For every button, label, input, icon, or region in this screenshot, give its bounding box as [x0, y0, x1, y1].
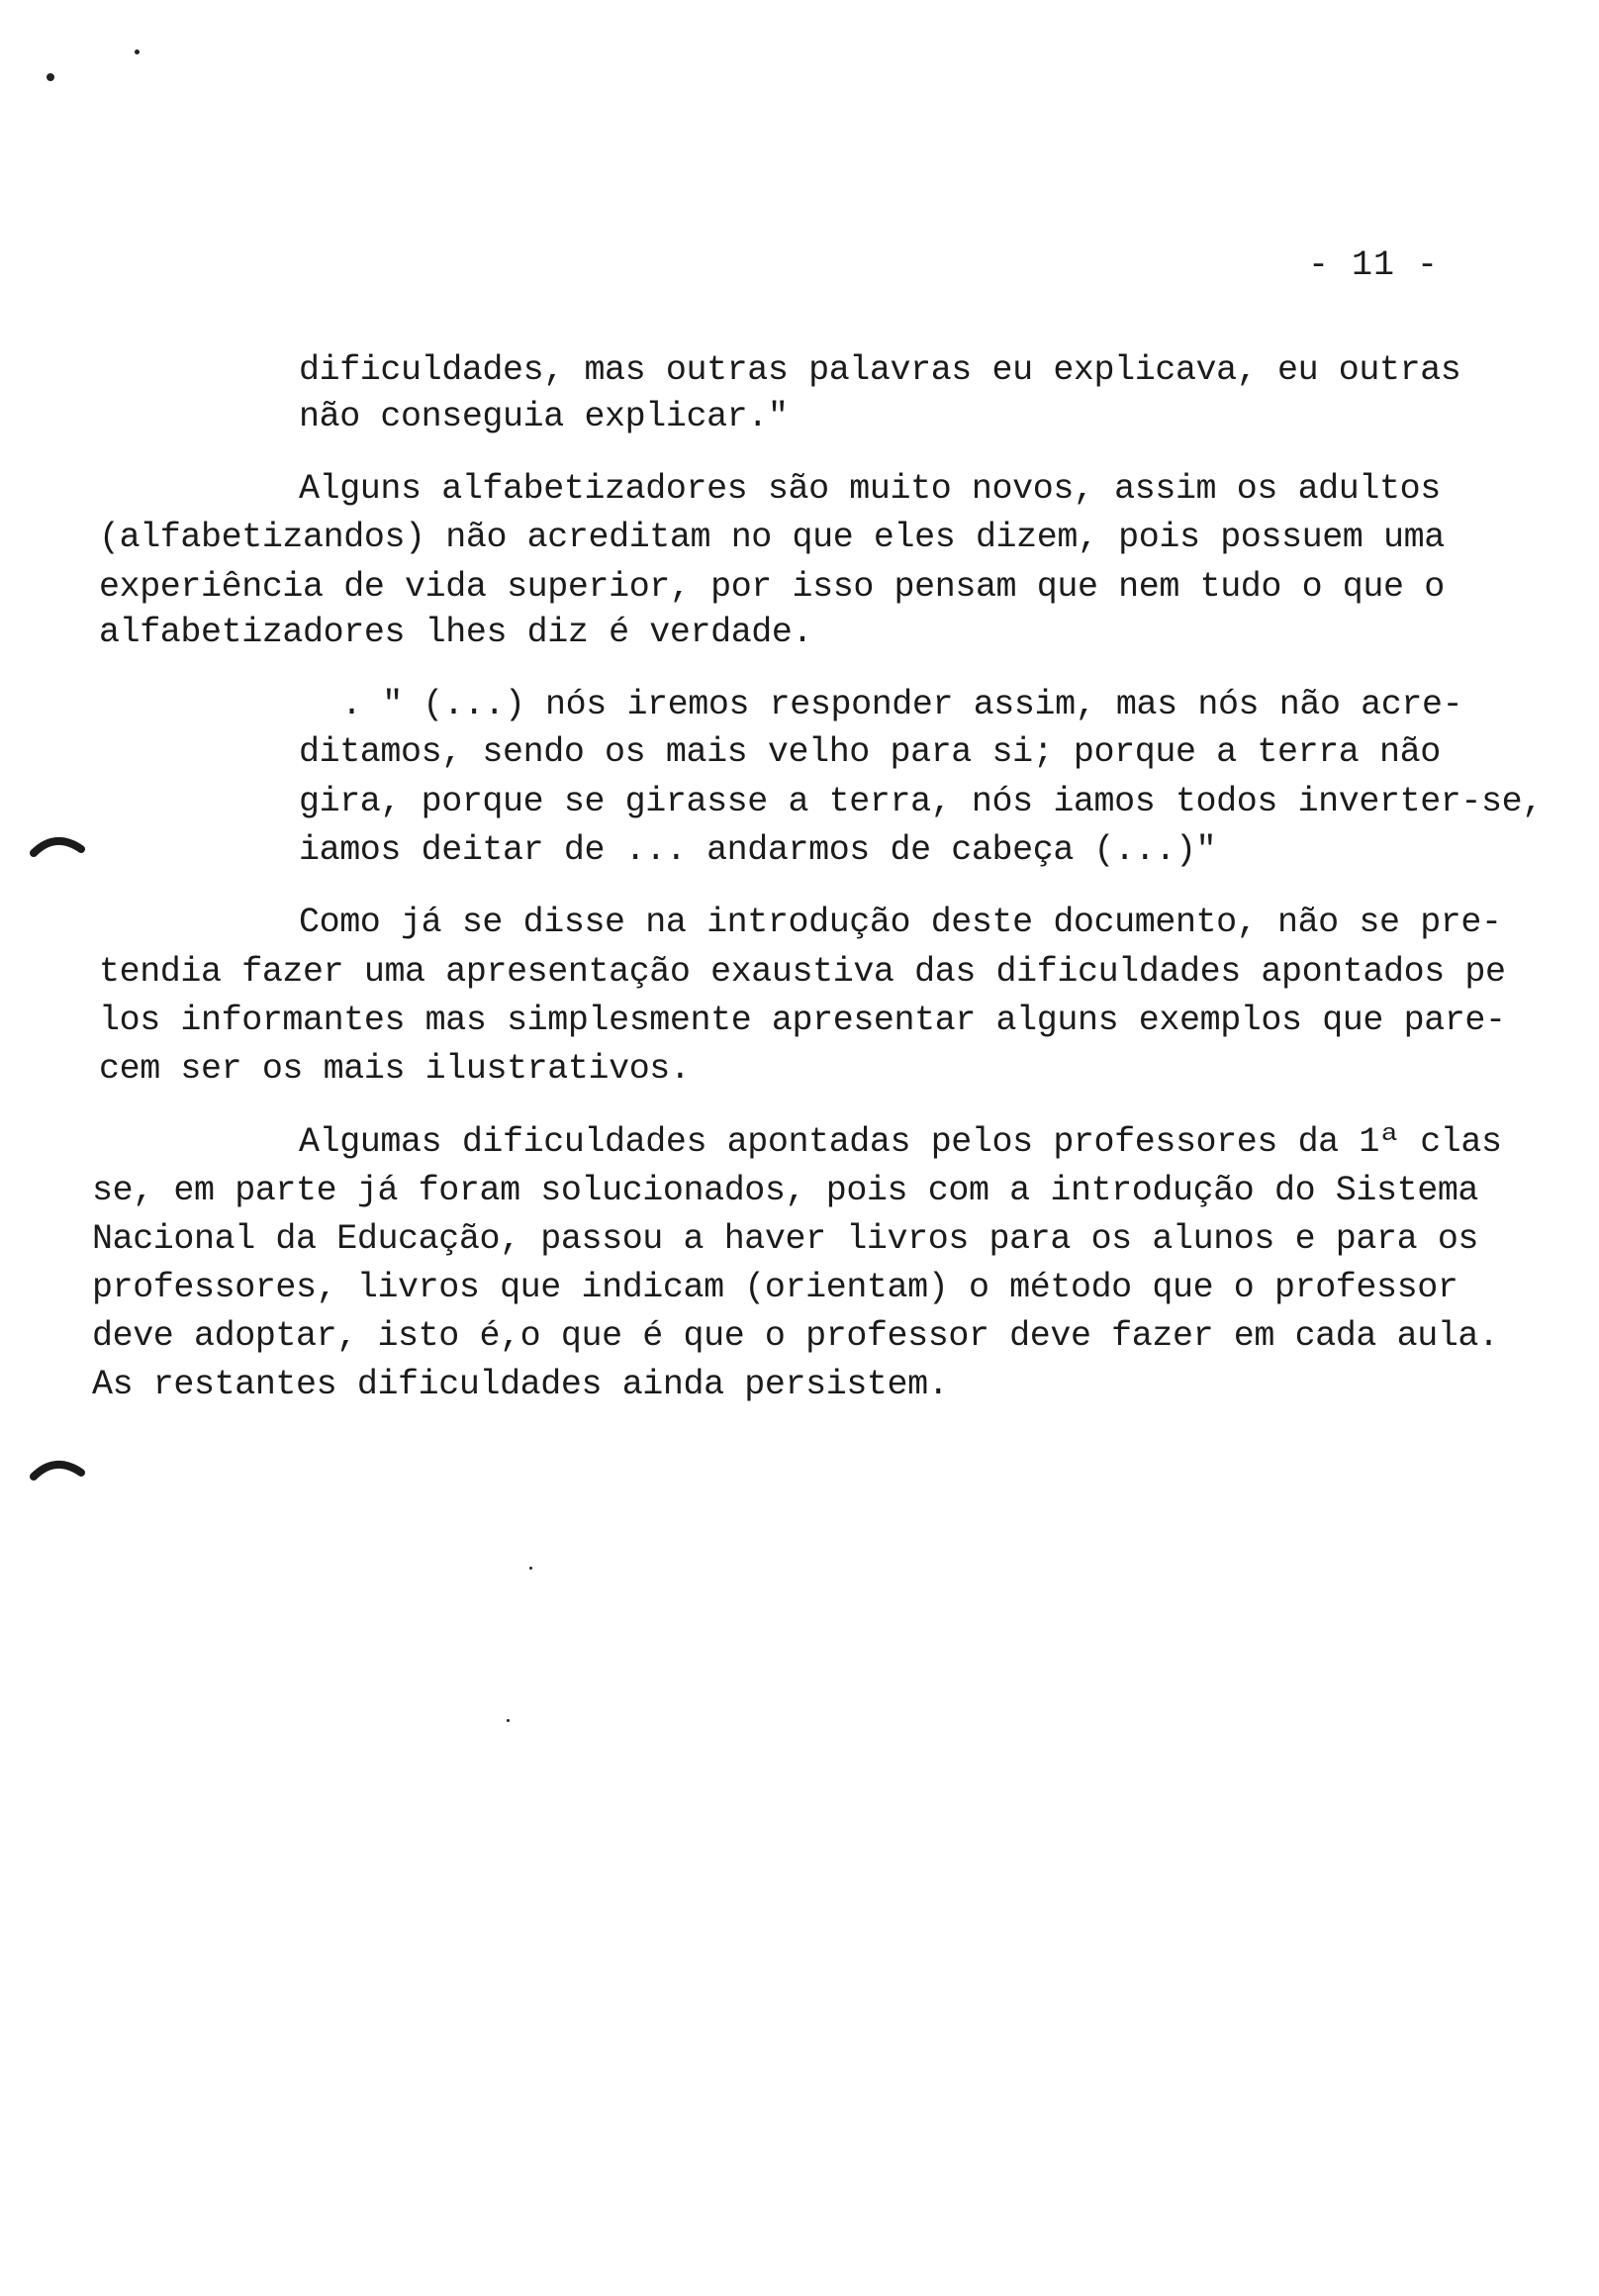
- page-number: - 11 -: [1308, 245, 1440, 285]
- paragraph-line: Como já se disse na introdução deste documento, não se pre-: [299, 903, 1502, 942]
- scan-speck: [529, 1567, 532, 1570]
- scan-speck: [507, 1719, 510, 1722]
- quote-line: gira, porque se girasse a terra, nós iamos todos inverter-se,: [299, 782, 1543, 821]
- quote-line: iamos deitar de ... andarmos de cabeça (...)": [299, 830, 1217, 870]
- paragraph-line: experiência de vida superior, por isso pensam que nem tudo o que o: [99, 567, 1445, 607]
- paragraph-line: deve adoptar, isto é,o que é que o professor deve fazer em cada aula.: [92, 1316, 1499, 1356]
- paragraph-line: Alguns alfabetizadores são muito novos, assim os adultos: [299, 469, 1441, 509]
- binding-mark: [30, 829, 89, 859]
- scan-speck: [47, 73, 54, 81]
- paragraph-line: professores, livros que indicam (orientam) o método que o professor: [92, 1268, 1458, 1307]
- paragraph-line: (alfabetizandos) não acreditam no que eles dizem, pois possuem uma: [99, 518, 1445, 557]
- paragraph-line: los informantes mas simplesmente apresentar alguns exemplos que pare-: [99, 1001, 1506, 1040]
- paragraph-line: alfabetizadores lhes diz é verdade.: [99, 613, 813, 652]
- quote-line: não conseguia explicar.": [299, 397, 789, 436]
- quote-line: ditamos, sendo os mais velho para si; porque a terra não: [299, 732, 1441, 772]
- paragraph-line: se, em parte já foram solucionados, pois com a introdução do Sistema: [92, 1171, 1479, 1210]
- paragraph-line: Nacional da Educação, passou a haver livros para os alunos e para os: [92, 1219, 1479, 1259]
- scan-speck: [135, 49, 140, 54]
- paragraph-line: cem ser os mais ilustrativos.: [99, 1049, 691, 1089]
- paragraph-line: As restantes dificuldades ainda persistem.: [92, 1365, 949, 1404]
- quote-line: dificuldades, mas outras palavras eu explicava, eu outras: [299, 350, 1461, 390]
- binding-mark: [30, 1453, 89, 1483]
- paragraph-line: Algumas dificuldades apontadas pelos professores da 1ª clas: [299, 1122, 1502, 1162]
- quote-line: . " (...) nós iremos responder assim, mas nós não acre-: [341, 685, 1463, 724]
- paragraph-line: tendia fazer uma apresentação exaustiva das dificuldades apontados pe: [99, 952, 1506, 992]
